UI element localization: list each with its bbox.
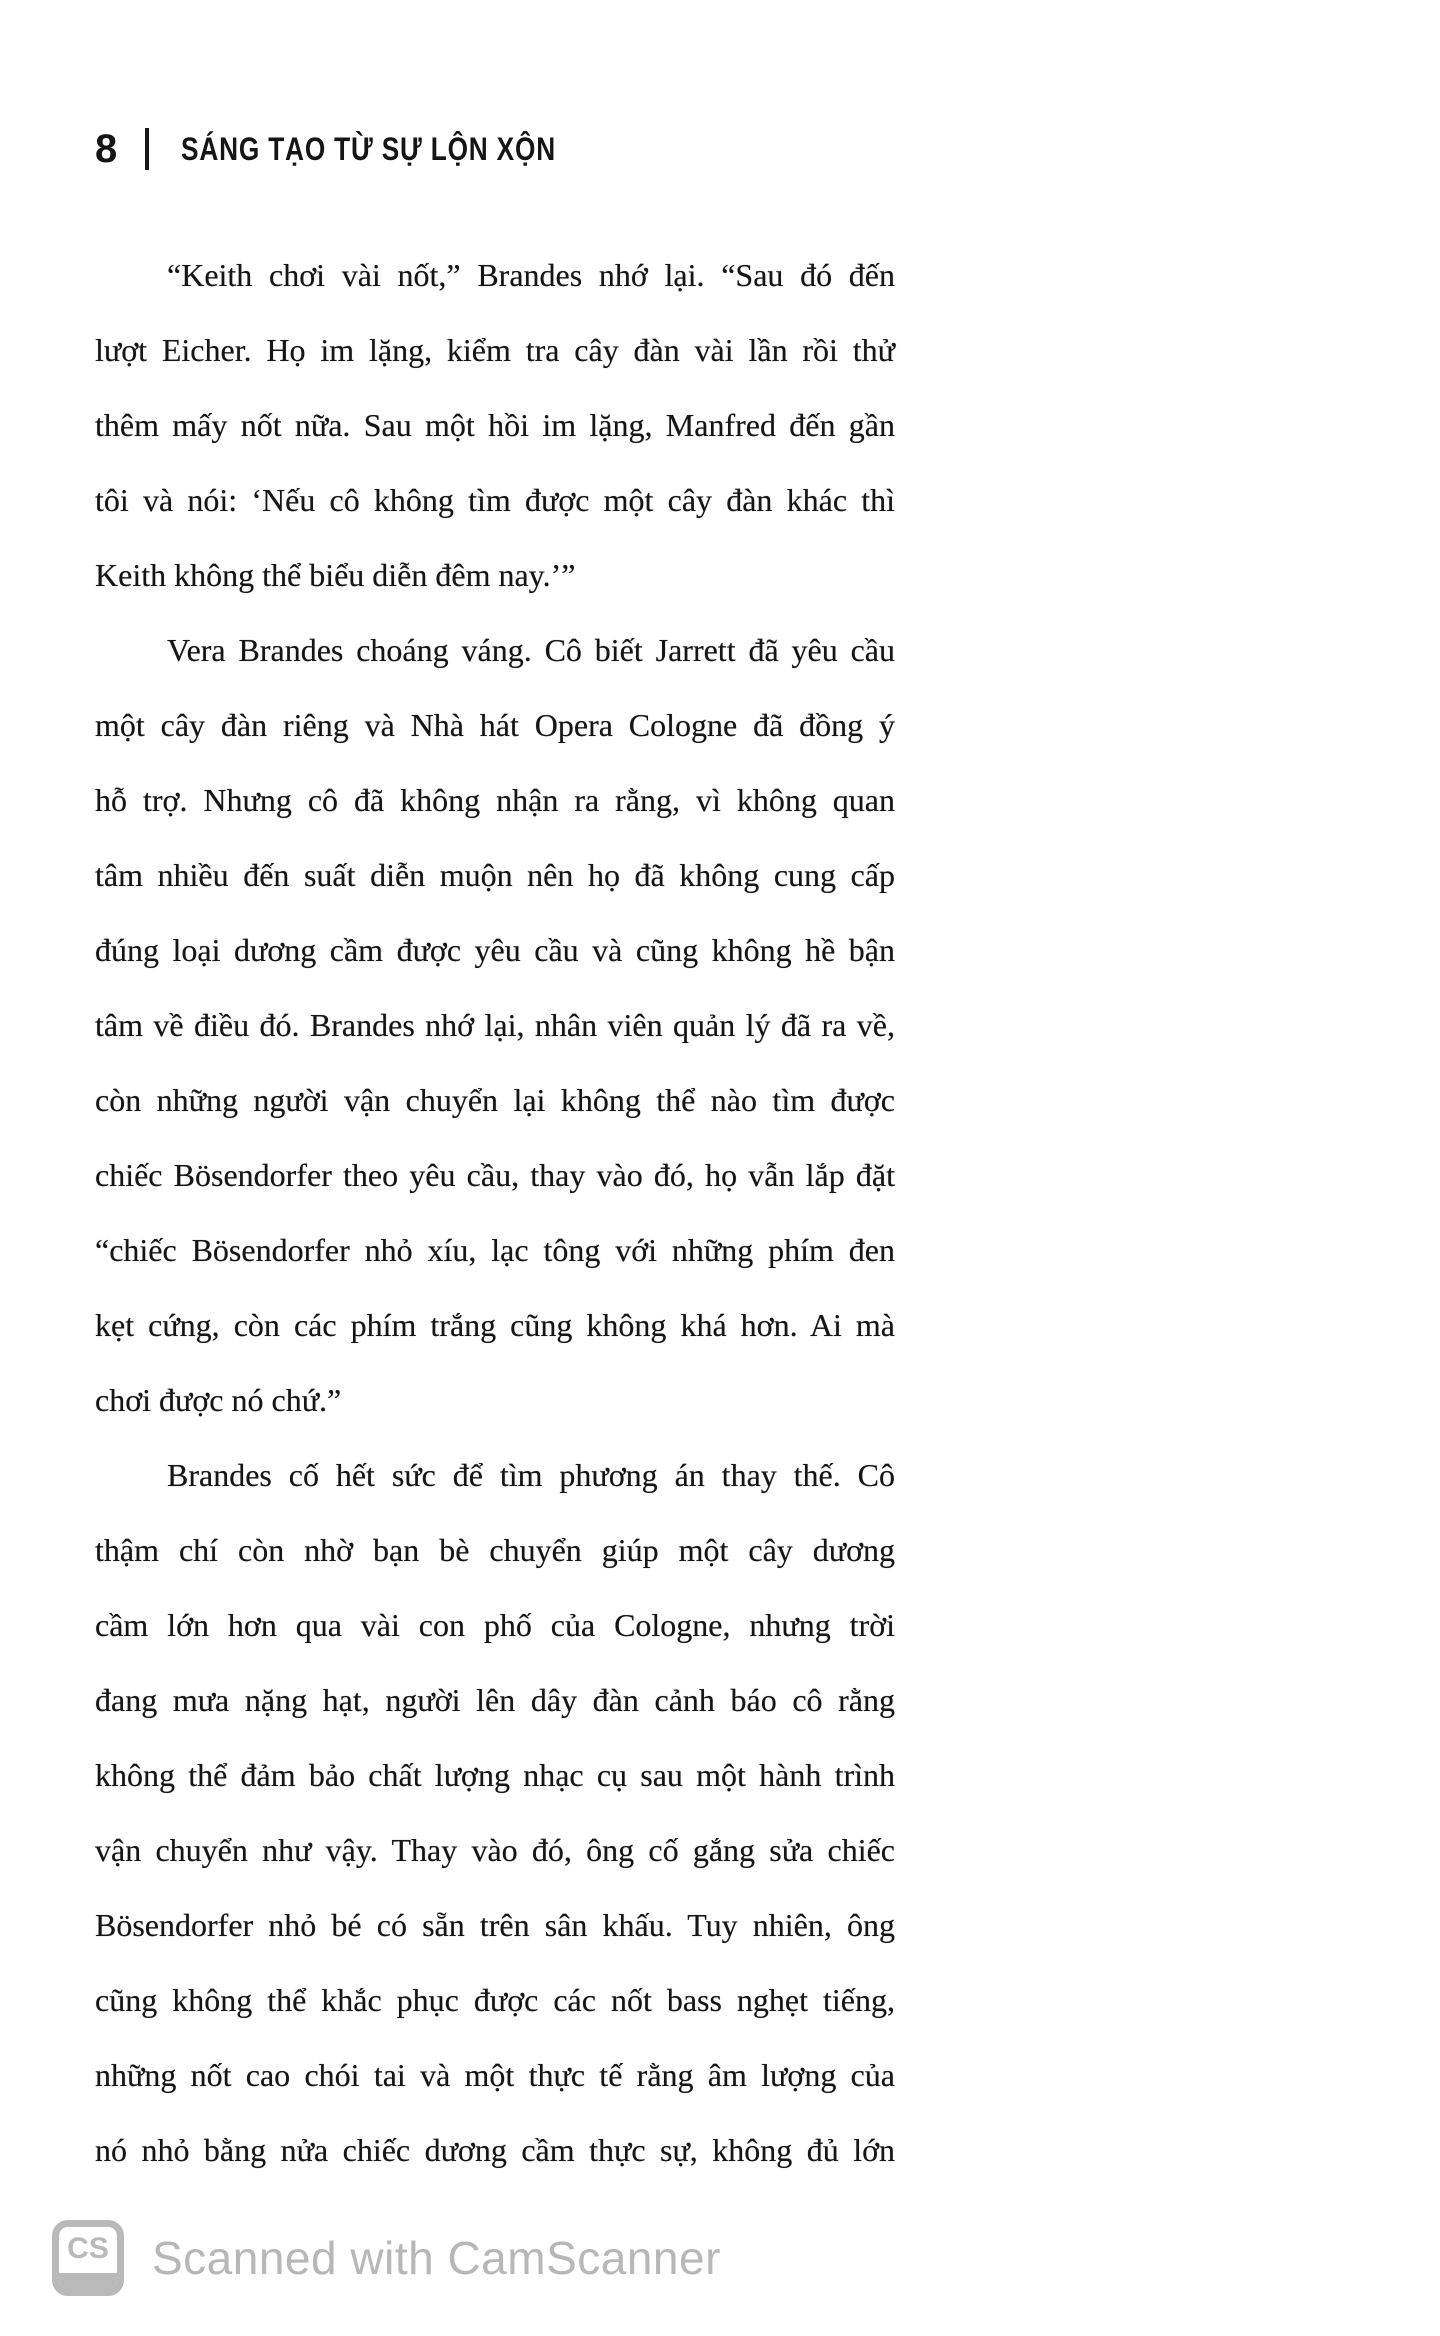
text-line: “chiếc Bösendorfer nhỏ xíu, lạc tông với những phím đen <box>95 1232 895 1268</box>
text-line: tâm nhiều đến suất diễn muộn nên họ đã không cung cấp <box>95 857 895 893</box>
text-line: “Keith chơi vài nốt,” Brandes nhớ lại. “Sau đó đến <box>167 257 895 293</box>
page-number: 8 <box>95 126 118 171</box>
text-line: vận chuyển như vậy. Thay vào đó, ông cố gắng sửa chiếc <box>95 1832 895 1868</box>
text-line: không thể đảm bảo chất lượng nhạc cụ sau một hành trình <box>95 1757 895 1793</box>
text-line: Vera Brandes choáng váng. Cô biết Jarrett đã yêu cầu <box>167 632 895 668</box>
text-line: Brandes cố hết sức để tìm phương án thay thế. Cô <box>167 1457 895 1493</box>
text-line: thêm mấy nốt nữa. Sau một hồi im lặng, Manfred đến gần <box>95 407 895 443</box>
text-line: tâm về điều đó. Brandes nhớ lại, nhân viên quản lý đã ra về, <box>95 1007 895 1043</box>
text-line: hỗ trợ. Nhưng cô đã không nhận ra rằng, vì không quan <box>95 782 895 818</box>
text-line: cũng không thể khắc phục được các nốt bass nghẹt tiếng, <box>95 1982 895 2018</box>
text-line: một cây đàn riêng và Nhà hát Opera Cologne đã đồng ý <box>95 707 895 743</box>
page-header <box>95 126 639 172</box>
text-line: lượt Eicher. Họ im lặng, kiểm tra cây đàn vài lần rồi thử <box>95 332 895 368</box>
text-line: còn những người vận chuyển lại không thể nào tìm được <box>95 1082 895 1118</box>
camscanner-logo-cs-text: CS <box>67 2232 109 2265</box>
camscanner-watermark-text: Scanned with CamScanner <box>152 2232 721 2284</box>
camscanner-logo-bar <box>59 2273 117 2289</box>
camscanner-footer <box>52 2220 721 2296</box>
text-line: những nốt cao chói tai và một thực tế rằng âm lượng của <box>95 2057 895 2093</box>
text-line: thậm chí còn nhờ bạn bè chuyển giúp một cây dương <box>95 1532 895 1568</box>
text-line: nó nhỏ bằng nửa chiếc dương cầm thực sự, không đủ lớn <box>95 2132 895 2168</box>
book-title: SÁNG TẠO TỪ SỰ LỘN XỘN <box>181 130 557 167</box>
text-line: chiếc Bösendorfer theo yêu cầu, thay vào đó, họ vẫn lắp đặt <box>95 1157 895 1193</box>
text-line: Bösendorfer nhỏ bé có sẵn trên sân khấu. Tuy nhiên, ông <box>95 1907 895 1943</box>
body-text <box>95 238 895 2188</box>
header-divider-bar <box>145 128 149 170</box>
text-line: đang mưa nặng hạt, người lên dây đàn cảnh báo cô rằng <box>95 1682 895 1718</box>
text-line: đúng loại dương cầm được yêu cầu và cũng không hề bận <box>95 932 895 968</box>
camscanner-logo-icon <box>52 2220 124 2296</box>
text-line: cầm lớn hơn qua vài con phố của Cologne, nhưng trời <box>95 1607 895 1643</box>
text-line: kẹt cứng, còn các phím trắng cũng không khá hơn. Ai mà <box>95 1307 895 1343</box>
text-line: Keith không thể biểu diễn đêm nay.’” <box>95 557 576 593</box>
text-line: chơi được nó chứ.” <box>95 1382 342 1418</box>
text-line: tôi và nói: ‘Nếu cô không tìm được một cây đàn khác thì <box>95 482 895 518</box>
